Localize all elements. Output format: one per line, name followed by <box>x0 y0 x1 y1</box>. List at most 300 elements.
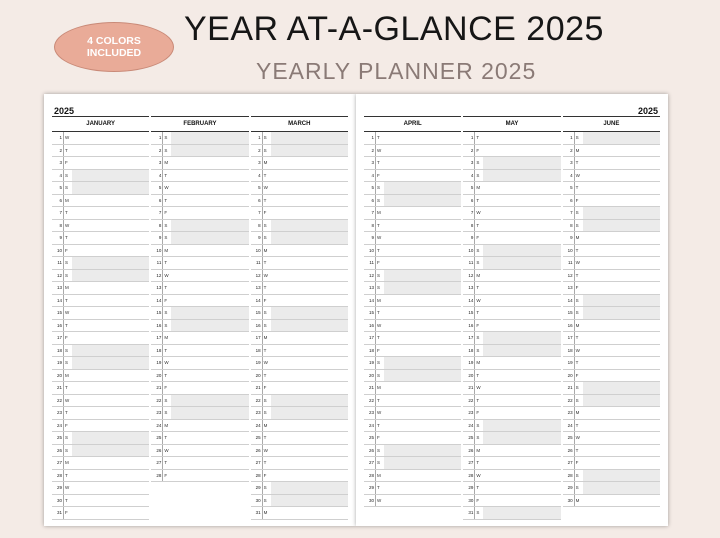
day-writing-space[interactable] <box>384 470 461 482</box>
day-writing-space[interactable] <box>384 170 461 182</box>
day-writing-space[interactable] <box>271 332 348 344</box>
day-row[interactable] <box>52 245 149 258</box>
day-writing-space[interactable] <box>483 420 560 432</box>
day-row[interactable] <box>251 295 348 308</box>
day-writing-space[interactable] <box>384 357 461 369</box>
day-writing-space[interactable] <box>483 470 560 482</box>
day-row[interactable] <box>563 332 660 345</box>
day-row[interactable] <box>151 470 248 483</box>
day-writing-space[interactable] <box>72 457 149 469</box>
day-writing-space[interactable] <box>483 157 560 169</box>
day-row[interactable] <box>563 270 660 283</box>
day-row[interactable] <box>151 332 248 345</box>
day-writing-space[interactable] <box>483 407 560 419</box>
day-row[interactable] <box>563 157 660 170</box>
day-row[interactable] <box>151 282 248 295</box>
day-writing-space[interactable] <box>384 245 461 257</box>
day-writing-space[interactable] <box>72 470 149 482</box>
day-writing-space[interactable] <box>384 332 461 344</box>
day-writing-space[interactable] <box>271 457 348 469</box>
day-row[interactable] <box>364 420 461 433</box>
day-writing-space[interactable] <box>271 395 348 407</box>
day-writing-space[interactable] <box>583 145 660 157</box>
day-writing-space[interactable] <box>72 257 149 269</box>
day-row[interactable] <box>364 482 461 495</box>
day-writing-space[interactable] <box>271 507 348 519</box>
day-row[interactable] <box>251 482 348 495</box>
day-row[interactable] <box>463 482 560 495</box>
day-row[interactable] <box>364 307 461 320</box>
day-writing-space[interactable] <box>583 445 660 457</box>
day-row[interactable] <box>563 245 660 258</box>
day-writing-space[interactable] <box>384 220 461 232</box>
day-row[interactable] <box>563 382 660 395</box>
day-row[interactable] <box>251 332 348 345</box>
day-row[interactable] <box>52 395 149 408</box>
day-writing-space[interactable] <box>171 207 248 219</box>
day-row[interactable] <box>364 407 461 420</box>
day-row[interactable] <box>463 495 560 508</box>
day-writing-space[interactable] <box>384 157 461 169</box>
day-row[interactable] <box>52 320 149 333</box>
day-row[interactable] <box>251 382 348 395</box>
day-writing-space[interactable] <box>483 132 560 144</box>
day-row[interactable] <box>463 270 560 283</box>
day-writing-space[interactable] <box>72 270 149 282</box>
day-row[interactable] <box>251 232 348 245</box>
day-writing-space[interactable] <box>384 445 461 457</box>
day-writing-space[interactable] <box>72 395 149 407</box>
day-row[interactable] <box>52 307 149 320</box>
day-writing-space[interactable] <box>483 370 560 382</box>
day-writing-space[interactable] <box>72 432 149 444</box>
day-writing-space[interactable] <box>271 420 348 432</box>
day-writing-space[interactable] <box>583 395 660 407</box>
day-writing-space[interactable] <box>171 420 248 432</box>
day-writing-space[interactable] <box>384 407 461 419</box>
day-writing-space[interactable] <box>72 220 149 232</box>
day-row[interactable] <box>52 270 149 283</box>
day-row[interactable] <box>563 482 660 495</box>
day-row[interactable] <box>151 445 248 458</box>
day-writing-space[interactable] <box>171 295 248 307</box>
day-row[interactable] <box>563 445 660 458</box>
day-row[interactable] <box>151 132 248 145</box>
day-row[interactable] <box>251 220 348 233</box>
day-row[interactable] <box>463 395 560 408</box>
day-row[interactable] <box>52 157 149 170</box>
day-writing-space[interactable] <box>171 320 248 332</box>
day-writing-space[interactable] <box>583 470 660 482</box>
day-writing-space[interactable] <box>384 420 461 432</box>
day-writing-space[interactable] <box>271 145 348 157</box>
day-writing-space[interactable] <box>72 370 149 382</box>
day-row[interactable] <box>364 320 461 333</box>
day-writing-space[interactable] <box>171 182 248 194</box>
day-row[interactable] <box>52 195 149 208</box>
day-writing-space[interactable] <box>171 132 248 144</box>
day-row[interactable] <box>563 257 660 270</box>
day-writing-space[interactable] <box>483 182 560 194</box>
day-writing-space[interactable] <box>72 320 149 332</box>
day-writing-space[interactable] <box>384 382 461 394</box>
day-row[interactable] <box>563 207 660 220</box>
day-writing-space[interactable] <box>583 345 660 357</box>
day-writing-space[interactable] <box>171 170 248 182</box>
day-writing-space[interactable] <box>72 495 149 507</box>
day-writing-space[interactable] <box>384 182 461 194</box>
day-writing-space[interactable] <box>384 457 461 469</box>
day-writing-space[interactable] <box>583 420 660 432</box>
day-writing-space[interactable] <box>384 295 461 307</box>
day-row[interactable] <box>364 332 461 345</box>
day-row[interactable] <box>563 407 660 420</box>
day-row[interactable] <box>463 320 560 333</box>
day-row[interactable] <box>251 345 348 358</box>
day-writing-space[interactable] <box>483 357 560 369</box>
day-writing-space[interactable] <box>271 170 348 182</box>
day-row[interactable] <box>463 195 560 208</box>
day-writing-space[interactable] <box>72 282 149 294</box>
day-row[interactable] <box>151 320 248 333</box>
day-row[interactable] <box>151 157 248 170</box>
day-row[interactable] <box>463 170 560 183</box>
day-row[interactable] <box>251 457 348 470</box>
day-writing-space[interactable] <box>271 282 348 294</box>
day-row[interactable] <box>364 170 461 183</box>
day-writing-space[interactable] <box>384 232 461 244</box>
day-row[interactable] <box>463 432 560 445</box>
day-writing-space[interactable] <box>483 307 560 319</box>
day-writing-space[interactable] <box>171 307 248 319</box>
day-row[interactable] <box>463 332 560 345</box>
day-row[interactable] <box>364 395 461 408</box>
day-writing-space[interactable] <box>271 132 348 144</box>
day-writing-space[interactable] <box>72 195 149 207</box>
day-row[interactable] <box>151 145 248 158</box>
day-row[interactable] <box>563 420 660 433</box>
day-row[interactable] <box>251 357 348 370</box>
day-writing-space[interactable] <box>171 157 248 169</box>
day-writing-space[interactable] <box>271 345 348 357</box>
day-writing-space[interactable] <box>483 245 560 257</box>
day-writing-space[interactable] <box>483 432 560 444</box>
day-row[interactable] <box>52 370 149 383</box>
day-writing-space[interactable] <box>583 382 660 394</box>
day-writing-space[interactable] <box>483 270 560 282</box>
day-row[interactable] <box>364 445 461 458</box>
day-row[interactable] <box>52 470 149 483</box>
day-row[interactable] <box>151 207 248 220</box>
day-writing-space[interactable] <box>384 320 461 332</box>
day-writing-space[interactable] <box>384 257 461 269</box>
day-writing-space[interactable] <box>171 282 248 294</box>
day-row[interactable] <box>251 432 348 445</box>
day-writing-space[interactable] <box>384 495 461 507</box>
day-row[interactable] <box>364 382 461 395</box>
day-row[interactable] <box>151 182 248 195</box>
day-writing-space[interactable] <box>583 295 660 307</box>
day-writing-space[interactable] <box>583 432 660 444</box>
day-row[interactable] <box>563 495 660 508</box>
day-row[interactable] <box>52 507 149 520</box>
day-writing-space[interactable] <box>271 470 348 482</box>
day-row[interactable] <box>364 370 461 383</box>
day-writing-space[interactable] <box>583 245 660 257</box>
day-row[interactable] <box>251 395 348 408</box>
day-row[interactable] <box>251 370 348 383</box>
day-writing-space[interactable] <box>171 357 248 369</box>
day-writing-space[interactable] <box>583 332 660 344</box>
day-row[interactable] <box>52 345 149 358</box>
day-row[interactable] <box>364 145 461 158</box>
day-writing-space[interactable] <box>171 245 248 257</box>
day-row[interactable] <box>364 132 461 145</box>
day-writing-space[interactable] <box>271 407 348 419</box>
day-row[interactable] <box>364 245 461 258</box>
day-writing-space[interactable] <box>72 332 149 344</box>
day-writing-space[interactable] <box>72 157 149 169</box>
day-row[interactable] <box>463 232 560 245</box>
day-row[interactable] <box>151 345 248 358</box>
day-row[interactable] <box>52 282 149 295</box>
day-row[interactable] <box>52 207 149 220</box>
day-row[interactable] <box>251 170 348 183</box>
day-row[interactable] <box>463 445 560 458</box>
day-row[interactable] <box>463 457 560 470</box>
day-row[interactable] <box>563 357 660 370</box>
day-writing-space[interactable] <box>483 232 560 244</box>
day-row[interactable] <box>364 495 461 508</box>
day-writing-space[interactable] <box>483 282 560 294</box>
day-writing-space[interactable] <box>271 245 348 257</box>
day-writing-space[interactable] <box>483 220 560 232</box>
day-writing-space[interactable] <box>72 145 149 157</box>
day-row[interactable] <box>463 132 560 145</box>
day-row[interactable] <box>563 295 660 308</box>
day-writing-space[interactable] <box>72 482 149 494</box>
day-writing-space[interactable] <box>72 295 149 307</box>
day-writing-space[interactable] <box>583 270 660 282</box>
day-row[interactable] <box>463 470 560 483</box>
day-row[interactable] <box>52 457 149 470</box>
day-writing-space[interactable] <box>72 245 149 257</box>
day-writing-space[interactable] <box>583 457 660 469</box>
day-row[interactable] <box>52 232 149 245</box>
day-row[interactable] <box>563 432 660 445</box>
day-row[interactable] <box>563 470 660 483</box>
day-writing-space[interactable] <box>271 495 348 507</box>
day-row[interactable] <box>151 295 248 308</box>
day-writing-space[interactable] <box>583 207 660 219</box>
day-writing-space[interactable] <box>171 332 248 344</box>
day-row[interactable] <box>364 357 461 370</box>
day-writing-space[interactable] <box>483 207 560 219</box>
day-row[interactable] <box>151 170 248 183</box>
day-row[interactable] <box>151 382 248 395</box>
day-writing-space[interactable] <box>483 482 560 494</box>
day-row[interactable] <box>563 307 660 320</box>
day-row[interactable] <box>251 407 348 420</box>
day-writing-space[interactable] <box>583 157 660 169</box>
day-row[interactable] <box>251 132 348 145</box>
day-row[interactable] <box>563 370 660 383</box>
day-row[interactable] <box>151 220 248 233</box>
day-writing-space[interactable] <box>583 282 660 294</box>
day-row[interactable] <box>251 320 348 333</box>
day-writing-space[interactable] <box>483 257 560 269</box>
day-writing-space[interactable] <box>483 445 560 457</box>
day-writing-space[interactable] <box>583 357 660 369</box>
day-row[interactable] <box>251 157 348 170</box>
day-row[interactable] <box>463 145 560 158</box>
day-writing-space[interactable] <box>271 195 348 207</box>
day-row[interactable] <box>52 295 149 308</box>
day-row[interactable] <box>151 395 248 408</box>
day-writing-space[interactable] <box>171 382 248 394</box>
day-row[interactable] <box>563 282 660 295</box>
day-writing-space[interactable] <box>271 432 348 444</box>
day-writing-space[interactable] <box>483 382 560 394</box>
day-row[interactable] <box>563 170 660 183</box>
day-writing-space[interactable] <box>72 307 149 319</box>
day-row[interactable] <box>151 257 248 270</box>
day-row[interactable] <box>52 445 149 458</box>
day-writing-space[interactable] <box>271 270 348 282</box>
day-writing-space[interactable] <box>483 495 560 507</box>
day-row[interactable] <box>463 207 560 220</box>
day-writing-space[interactable] <box>483 332 560 344</box>
day-writing-space[interactable] <box>483 395 560 407</box>
day-writing-space[interactable] <box>271 482 348 494</box>
day-writing-space[interactable] <box>171 195 248 207</box>
day-writing-space[interactable] <box>583 132 660 144</box>
day-row[interactable] <box>563 457 660 470</box>
day-row[interactable] <box>463 307 560 320</box>
day-writing-space[interactable] <box>171 445 248 457</box>
day-writing-space[interactable] <box>384 345 461 357</box>
day-writing-space[interactable] <box>271 320 348 332</box>
day-row[interactable] <box>251 445 348 458</box>
day-writing-space[interactable] <box>483 457 560 469</box>
day-row[interactable] <box>364 470 461 483</box>
day-writing-space[interactable] <box>483 345 560 357</box>
day-writing-space[interactable] <box>583 370 660 382</box>
day-writing-space[interactable] <box>72 170 149 182</box>
day-row[interactable] <box>52 182 149 195</box>
day-writing-space[interactable] <box>271 357 348 369</box>
day-writing-space[interactable] <box>384 307 461 319</box>
day-writing-space[interactable] <box>271 207 348 219</box>
day-writing-space[interactable] <box>483 507 560 519</box>
day-row[interactable] <box>364 345 461 358</box>
day-row[interactable] <box>151 370 248 383</box>
day-writing-space[interactable] <box>384 370 461 382</box>
day-writing-space[interactable] <box>583 257 660 269</box>
day-row[interactable] <box>52 420 149 433</box>
day-row[interactable] <box>563 395 660 408</box>
day-row[interactable] <box>151 195 248 208</box>
day-row[interactable] <box>251 145 348 158</box>
day-writing-space[interactable] <box>583 307 660 319</box>
day-row[interactable] <box>563 195 660 208</box>
day-row[interactable] <box>52 495 149 508</box>
day-writing-space[interactable] <box>72 207 149 219</box>
day-writing-space[interactable] <box>583 220 660 232</box>
day-row[interactable] <box>52 220 149 233</box>
day-row[interactable] <box>52 132 149 145</box>
day-writing-space[interactable] <box>384 195 461 207</box>
day-row[interactable] <box>364 157 461 170</box>
day-writing-space[interactable] <box>171 395 248 407</box>
day-writing-space[interactable] <box>171 370 248 382</box>
day-row[interactable] <box>463 420 560 433</box>
day-writing-space[interactable] <box>271 220 348 232</box>
day-writing-space[interactable] <box>171 257 248 269</box>
day-row[interactable] <box>463 220 560 233</box>
day-row[interactable] <box>364 207 461 220</box>
day-writing-space[interactable] <box>483 195 560 207</box>
day-row[interactable] <box>251 470 348 483</box>
day-row[interactable] <box>52 382 149 395</box>
day-writing-space[interactable] <box>583 320 660 332</box>
day-row[interactable] <box>364 195 461 208</box>
day-writing-space[interactable] <box>271 307 348 319</box>
day-row[interactable] <box>563 132 660 145</box>
day-row[interactable] <box>151 407 248 420</box>
day-row[interactable] <box>251 245 348 258</box>
day-writing-space[interactable] <box>171 220 248 232</box>
day-row[interactable] <box>52 257 149 270</box>
day-writing-space[interactable] <box>171 407 248 419</box>
day-writing-space[interactable] <box>483 295 560 307</box>
day-writing-space[interactable] <box>583 407 660 419</box>
day-row[interactable] <box>364 457 461 470</box>
day-writing-space[interactable] <box>72 182 149 194</box>
day-writing-space[interactable] <box>583 495 660 507</box>
day-writing-space[interactable] <box>171 432 248 444</box>
day-writing-space[interactable] <box>72 382 149 394</box>
day-row[interactable] <box>563 182 660 195</box>
day-writing-space[interactable] <box>483 145 560 157</box>
day-row[interactable] <box>364 220 461 233</box>
day-writing-space[interactable] <box>583 182 660 194</box>
day-writing-space[interactable] <box>384 482 461 494</box>
day-writing-space[interactable] <box>271 445 348 457</box>
day-row[interactable] <box>463 157 560 170</box>
day-row[interactable] <box>463 370 560 383</box>
day-row[interactable] <box>151 357 248 370</box>
day-writing-space[interactable] <box>171 470 248 482</box>
day-writing-space[interactable] <box>271 182 348 194</box>
day-writing-space[interactable] <box>271 157 348 169</box>
day-row[interactable] <box>364 295 461 308</box>
day-row[interactable] <box>52 145 149 158</box>
day-writing-space[interactable] <box>72 345 149 357</box>
day-writing-space[interactable] <box>583 170 660 182</box>
day-row[interactable] <box>151 432 248 445</box>
day-row[interactable] <box>151 420 248 433</box>
day-row[interactable] <box>151 307 248 320</box>
day-row[interactable] <box>251 257 348 270</box>
day-row[interactable] <box>563 320 660 333</box>
day-row[interactable] <box>364 182 461 195</box>
day-writing-space[interactable] <box>72 132 149 144</box>
day-row[interactable] <box>52 482 149 495</box>
day-row[interactable] <box>251 307 348 320</box>
day-row[interactable] <box>364 270 461 283</box>
day-row[interactable] <box>463 507 560 520</box>
